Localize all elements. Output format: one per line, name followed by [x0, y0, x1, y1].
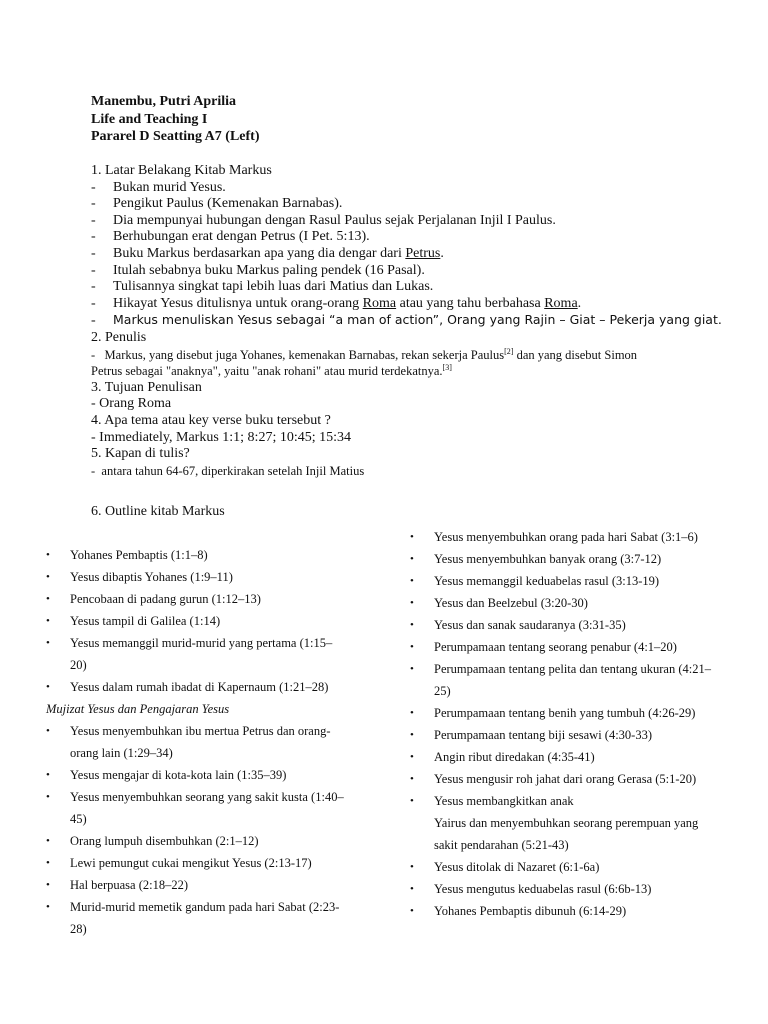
list-item: • Perumpamaan tentang pelita dan tentang ukuran (4:21–	[410, 662, 711, 676]
list-item: • Orang lumpuh disembuhkan (2:1–12)	[46, 834, 259, 848]
list-item-cont: sakit pendarahan (5:21-43)	[434, 838, 569, 852]
list-item: • Lewi pemungut cukai mengikut Yesus (2:13-17)	[46, 856, 312, 870]
list-item: • Yesus mengusir roh jahat dari orang Gerasa (5:1-20)	[410, 772, 697, 786]
list-item: - Berhubungan erat dengan Petrus (I Pet. 5:13).	[91, 229, 370, 245]
roma-link[interactable]: Roma	[544, 295, 578, 311]
section-2-title: 2. Penulis	[91, 329, 147, 345]
course-name: Life and Teaching I	[91, 111, 208, 127]
list-item: - Hikayat Yesus ditulisnya untuk orang-orang Roma atau yang tahu berbahasa Roma.	[91, 295, 582, 311]
list-item: • Yesus menyembuhkan ibu mertua Petrus dan orang-	[46, 724, 331, 738]
list-item: - Bukan murid Yesus.	[91, 179, 226, 195]
list-item: - Orang Roma	[91, 396, 172, 412]
list-item: • Yesus memanggil keduabelas rasul (3:13-19)	[410, 574, 660, 588]
list-item: - Dia mempunyai hubungan dengan Rasul Paulus sejak Perjalanan Injil I Paulus.	[91, 212, 556, 228]
list-item: - antara tahun 64-67, diperkirakan setelah Injil Matius	[91, 463, 365, 478]
list-item: - Pengikut Paulus (Kemenakan Barnabas).	[91, 196, 343, 212]
list-item: • Yesus memanggil murid-murid yang pertama (1:15–	[46, 636, 333, 650]
list-item: - Itulah sebabnya buku Markus paling pendek (16 Pasal).	[91, 262, 425, 278]
list-item: • Yesus ditolak di Nazaret (6:1-6a)	[410, 860, 600, 874]
footnote-ref[interactable]: [2]	[504, 346, 514, 356]
list-item: • Murid-murid memetik gandum pada hari Sabat (2:23-	[46, 900, 340, 914]
section-1-title: 1. Latar Belakang Kitab Markus	[91, 163, 272, 178]
outline-subheading: Mujizat Yesus dan Pengajaran Yesus	[46, 702, 230, 716]
list-item: • Yesus tampil di Galilea (1:14)	[46, 614, 221, 628]
document-body	[91, 163, 731, 479]
list-item-cont: 45)	[70, 812, 87, 826]
list-item-cont: 20)	[70, 658, 87, 672]
class-section: Pararel D Seatting A7 (Left)	[91, 129, 260, 144]
list-item-cont: 28)	[70, 922, 87, 936]
document-header	[91, 93, 259, 146]
list-item: • Angin ribut diredakan (4:35-41)	[410, 750, 595, 764]
section-3-title: 3. Tujuan Penulisan	[91, 379, 202, 395]
list-item: • Yesus membangkitkan anak	[410, 794, 574, 808]
section-5-title: 5. Kapan di tulis?	[91, 446, 190, 462]
list-item: • Perumpamaan tentang benih yang tumbuh (4:26-29)	[410, 706, 696, 720]
outline-left-column	[46, 544, 364, 940]
list-item: • Yesus dibaptis Yohanes (1:9–11)	[46, 570, 233, 584]
list-item: - Tulisannya singkat tapi lebih luas dari Matius dan Lukas.	[91, 279, 434, 295]
list-item: • Yesus mengajar di kota-kota lain (1:35–39)	[46, 768, 287, 782]
roma-link[interactable]: Roma	[362, 295, 397, 311]
list-item: • Hal berpuasa (2:18–22)	[46, 878, 189, 892]
list-item: • Perumpamaan tentang biji sesawi (4:30-33)	[410, 728, 652, 742]
list-item: • Yohanes Pembaptis (1:1–8)	[46, 548, 208, 562]
footnote-ref[interactable]: [3]	[442, 362, 452, 372]
list-item: • Yesus mengutus keduabelas rasul (6:6b-13)	[410, 882, 652, 896]
list-item: • Yesus menyembuhkan banyak orang (3:7-12)	[410, 552, 662, 566]
list-item-cont: orang lain (1:29–34)	[70, 746, 173, 760]
list-item: • Pencobaan di padang gurun (1:12–13)	[46, 592, 261, 606]
list-item: - Immediately, Markus 1:1; 8:27; 10:45; 15:34	[91, 429, 352, 445]
list-item: • Yohanes Pembaptis dibunuh (6:14-29)	[410, 904, 627, 918]
list-item-cont: Yairus dan menyembuhkan seorang perempuan yang	[434, 816, 699, 830]
section-6-title: 6. Outline kitab Markus	[91, 504, 225, 519]
list-item: - Markus menuliskan Yesus sebagai “a man of action”, Orang yang Rajin – Giat – Pekerja yang giat.	[91, 312, 722, 329]
list-item-cont: 25)	[434, 684, 451, 698]
list-item: • Perumpamaan tentang seorang penabur (4:1–20)	[410, 640, 677, 654]
list-item: - Buku Markus berdasarkan apa yang dia dengar dari Petrus.	[91, 245, 444, 261]
list-item: • Yesus dan Beelzebul (3:20-30)	[410, 596, 588, 610]
section-4-title: 4. Apa tema atau key verse buku tersebut ?	[91, 412, 331, 428]
list-item: • Yesus menyembuhkan orang pada hari Sabat (3:1–6)	[410, 530, 698, 544]
outline-right-column	[410, 526, 730, 922]
petrus-link[interactable]: Petrus	[405, 245, 441, 261]
list-item: • Yesus menyembuhkan seorang yang sakit kusta (1:40–	[46, 790, 344, 804]
list-item: • Yesus dan sanak saudaranya (3:31-35)	[410, 618, 626, 632]
list-item: • Yesus dalam rumah ibadat di Kapernaum (1:21–28)	[46, 680, 329, 694]
author-name: Manembu, Putri Aprilia	[91, 94, 237, 109]
author-paragraph-cont: Petrus sebagai "anaknya", yaitu "anak rohani" atau murid terdekatnya.[3]	[91, 362, 452, 379]
author-paragraph: - Markus, yang disebut juga Yohanes, kemenakan Barnabas, rekan sekerja Paulus[2] dan yang disebut Simon	[91, 346, 638, 362]
